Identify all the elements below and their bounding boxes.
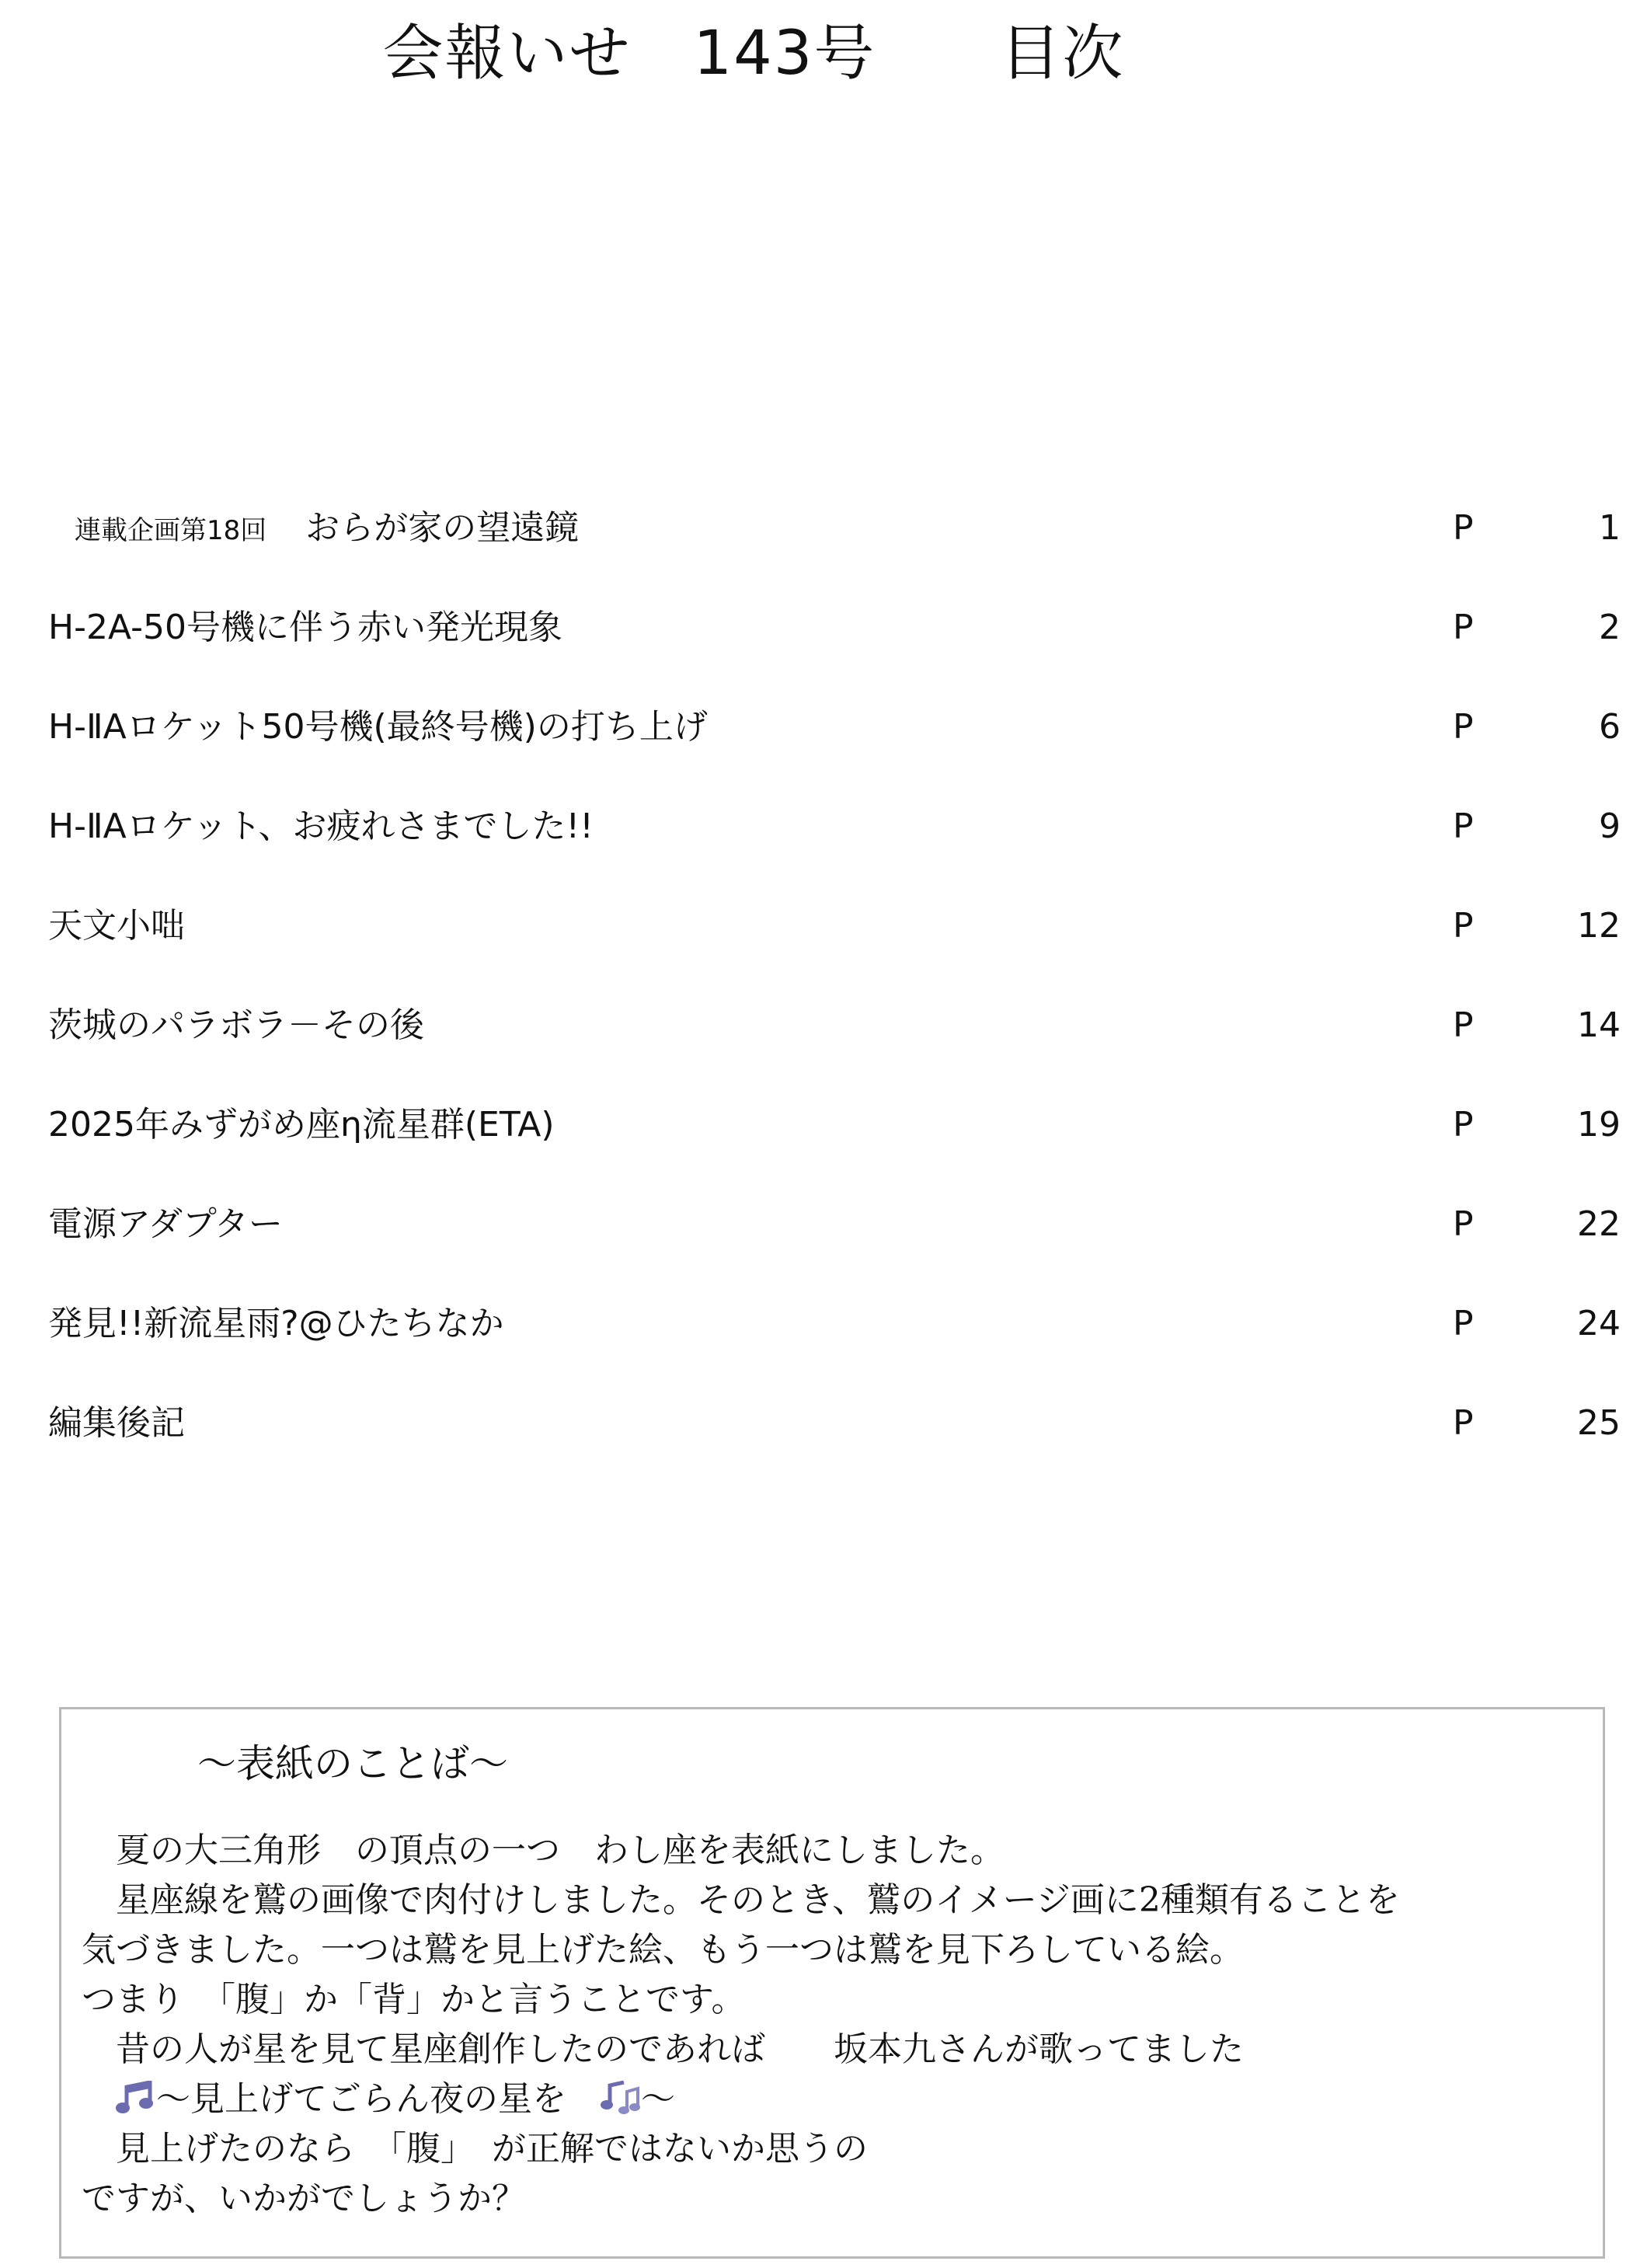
toc-page-prefix: P <box>1453 1304 1474 1343</box>
toc-page-prefix: P <box>1453 608 1474 647</box>
toc-page-prefix: P <box>1453 1005 1474 1045</box>
toc-title <box>48 1094 555 1156</box>
toc-page-prefix: P <box>1453 508 1474 548</box>
toc-title <box>75 497 579 562</box>
toc-page-number: 9 <box>1599 807 1621 846</box>
toc-row <box>0 497 1647 559</box>
toc-page-number: 1 <box>1599 508 1621 548</box>
toc-page-number: 12 <box>1577 906 1621 946</box>
toc-row <box>0 597 1647 659</box>
cover-note-body <box>82 1826 1589 2224</box>
page-title: 会報いせ 143号 目次 <box>382 19 1125 89</box>
cover-line: 星座線を鷲の画像で肉付けしました。そのとき、鷲のイメージ画に2種類有ることを <box>82 1880 1400 1920</box>
toc-series-label: 連載企画第18回 <box>75 515 267 546</box>
toc-title-text: 2025年みずがめ座η流星群(ETA) <box>48 1105 555 1144</box>
cover-note-box <box>59 1707 1605 2259</box>
toc-row <box>0 1094 1647 1156</box>
toc-page-prefix: P <box>1453 1403 1474 1443</box>
cover-line: 昔の人が星を見て星座創作したのであれば 坂本九さんが歌ってました <box>82 2029 1244 2069</box>
toc-title <box>48 597 562 659</box>
toc-title-text: H-ⅡAロケット50号機(最終号機)の打ち上げ <box>48 707 708 747</box>
toc-page-number: 25 <box>1577 1403 1621 1443</box>
toc-row <box>0 696 1647 758</box>
toc-title <box>48 1392 185 1455</box>
toc-row <box>0 1293 1647 1355</box>
cover-note-title: ～表紙のことば～ <box>197 1741 508 1786</box>
cover-line: 気づきました。一つは鷲を見上げた絵、もう一つは鷲を見下ろしている絵。 <box>82 1930 1244 1970</box>
toc-title-text: 茨城のパラボラ－その後 <box>48 1005 424 1045</box>
toc-title-text: H-ⅡAロケット、お疲れさまでした!! <box>48 807 594 846</box>
toc-page-number: 24 <box>1577 1304 1621 1343</box>
cover-line: 夏の大三角形 の頂点の一つ わし座を表紙にしました。 <box>82 1831 1005 1870</box>
toc-page-prefix: P <box>1453 707 1474 747</box>
toc-title-text: 編集後記 <box>48 1403 185 1443</box>
toc-title-text: おらが家の望遠鏡 <box>305 508 580 548</box>
cover-line: ですが、いかがでしょうか？ <box>82 2179 526 2218</box>
toc-title <box>48 1293 504 1355</box>
toc-page-prefix: P <box>1453 906 1474 946</box>
song-text: ～見上げてごらん夜の星を <box>156 2079 601 2119</box>
toc-title <box>48 696 708 758</box>
toc-title <box>48 796 594 858</box>
toc-page-number: 14 <box>1577 1005 1621 1045</box>
cover-song-line <box>82 2075 1589 2124</box>
toc-row <box>0 995 1647 1057</box>
toc-row <box>0 1193 1647 1256</box>
toc-page-number: 2 <box>1599 608 1621 647</box>
toc-title <box>48 995 424 1057</box>
toc-row <box>0 1392 1647 1455</box>
toc-row <box>0 895 1647 957</box>
toc-title-text: 天文小咄 <box>48 906 185 946</box>
music-note-icon <box>116 2079 156 2113</box>
toc-title-text: 発見!!新流星雨?@ひたちなか <box>48 1304 504 1343</box>
cover-line: つまり 「腹」か「背」かと言うことです。 <box>82 1980 746 2019</box>
song-end: ～ <box>641 2079 675 2119</box>
toc-title <box>48 895 185 957</box>
toc-page-prefix: P <box>1453 1204 1474 1244</box>
cover-line: 見上げたのなら 「腹」 が正解ではないか思うの <box>82 2129 868 2169</box>
toc-page-number: 22 <box>1577 1204 1621 1244</box>
toc-page-prefix: P <box>1453 807 1474 846</box>
toc-page-number: 6 <box>1599 707 1621 747</box>
toc-page-number: 19 <box>1577 1105 1621 1144</box>
music-notes-icon <box>601 2079 641 2113</box>
toc-title-text: H-2A-50号機に伴う赤い発光現象 <box>48 608 562 647</box>
toc-title-text: 電源アダプター <box>48 1204 283 1244</box>
toc-title <box>48 1193 283 1256</box>
toc-row <box>0 796 1647 858</box>
toc-page-prefix: P <box>1453 1105 1474 1144</box>
